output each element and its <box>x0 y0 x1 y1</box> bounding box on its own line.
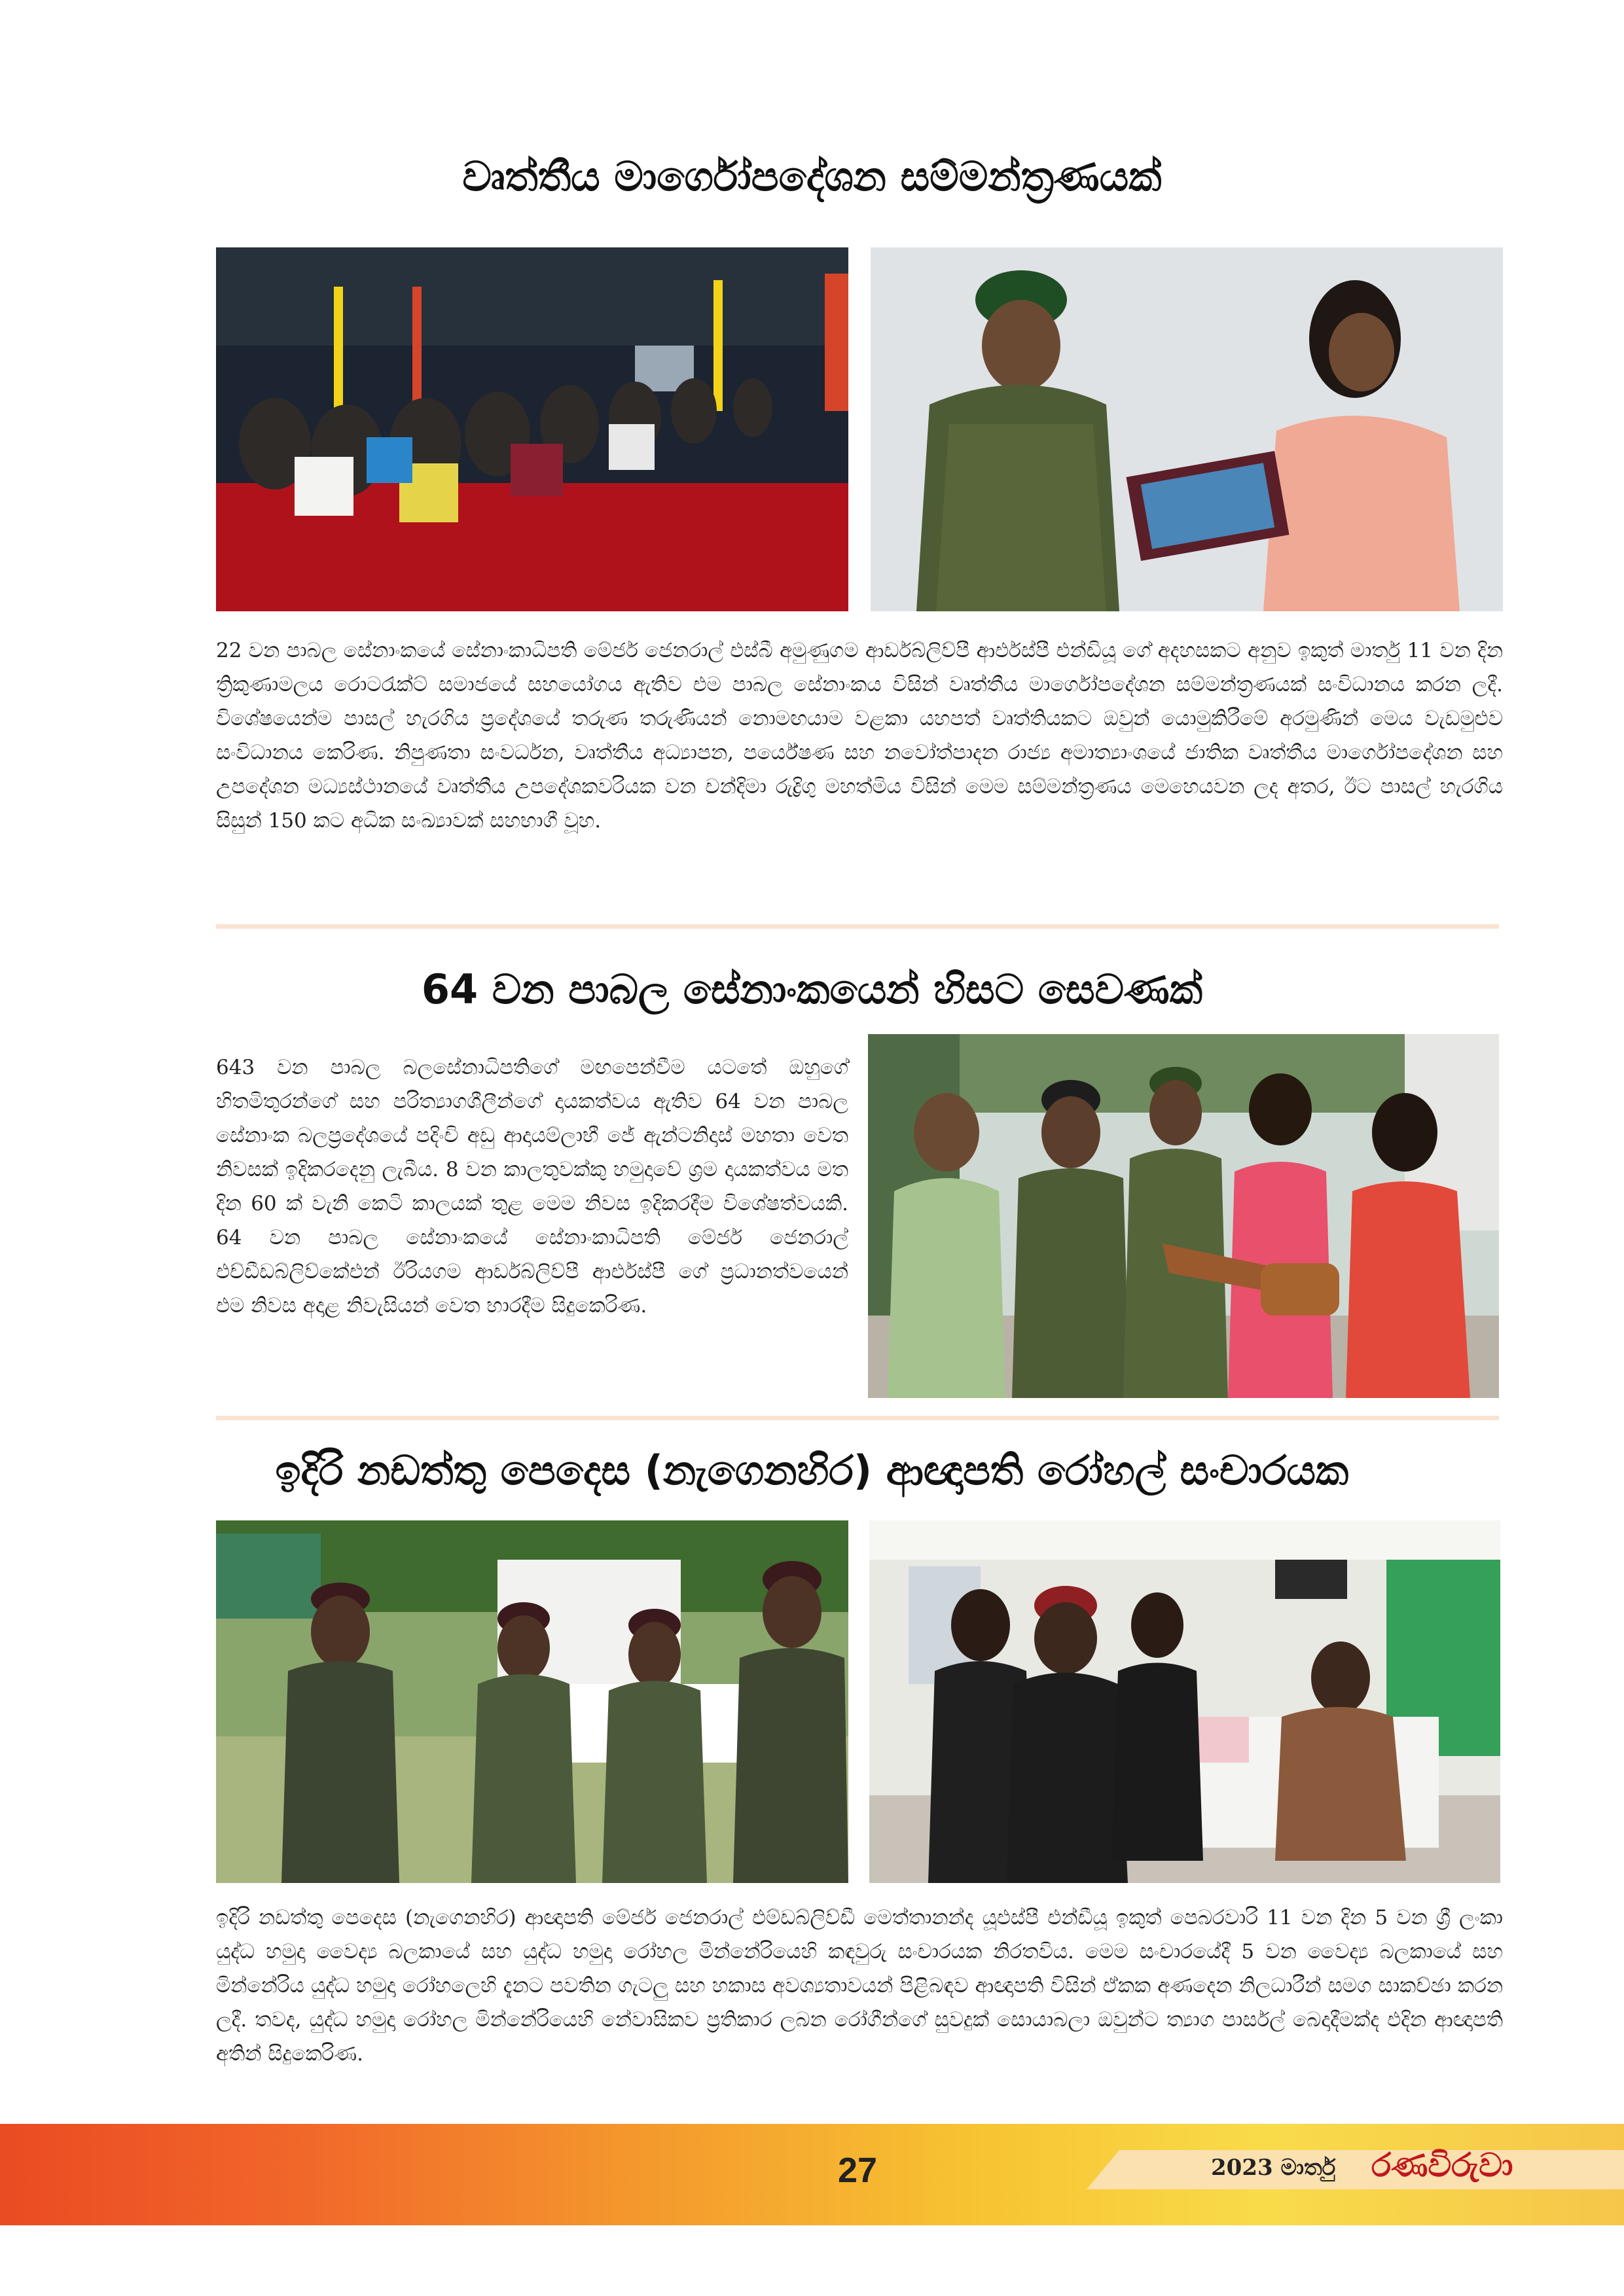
section-divider-2 <box>216 1416 1499 1420</box>
officers-greeting-photo <box>216 1520 848 1883</box>
magazine-logo: රණවිරුවා <box>1371 2146 1513 2184</box>
presentation-photo <box>871 247 1503 611</box>
house-handover-photo <box>868 1034 1499 1398</box>
issue-date: 2023 මාර්තු <box>1211 2155 1336 2181</box>
article-3-title: ඉදිරි නඩත්තු පෙදෙස (නැගෙනහිර) ආඥාපති රෝහල් සංචාරයක <box>275 1446 1349 1494</box>
article-3-body: ඉදිරි නඩත්තු පෙදෙස (නැගෙනහිර) ආඥාපති මේජර් ජෙනරාල් එම්ඩබ්ලිව්ඩී මෙත්තානන්ද යූඑස්පී එන්ඩීයූ ඉකුත් පෙබරවාරි 11 වන දින 5 වන ශ්‍රී ලංකා යුද්ධ හමුදා වෛද්‍ය බලකායේ සහ යුද්ධ හමුදා රෝහල මින්නේරියෙහි කඳවුරු සංචාරයක නිරතවිය. මෙම සංචාරයේදී 5 වන වෛද්‍ය බලකායේ සහ මින්නේරිය යුද්ධ හමුදා රෝහලෙහි දැනට පවතින ගැටලු සහ හකාස අවශ්‍යතාවයන් පිළිබඳව ආඥාපති විසින් ඒකක අණදෙන නිලධාරීන් සමග සාකච්ඡා කරන ලදී. තවද, යුද්ධ හමුදා රෝහල මින්නේරියෙහි නේවාසිකව ප්‍රතිකාර ලබන රෝගීන්ගේ සුවදුක් සොයාබලා ඔවුන්ට ත්‍යාග පාර්සල් බෙදාදීමක්ද එදින ආඥාපති අතින් සිදුකෙරිණ. <box>216 1906 1503 2066</box>
page-footer <box>0 2124 1624 2225</box>
article-1-title: වෘත්තීය මාර්ගෝපදේශන සම්මන්ත්‍රණයක් <box>462 152 1162 200</box>
page-number: 27 <box>837 2151 878 2190</box>
article-2-body: 643 වන පාබල බලසේනාධිපතිගේ මඟපෙන්වීම යටතේ ඔහුගේ හිතමිතුරන්ගේ සහ පරිත්‍යාගශීලීන්ගේ දායකත්වය ඇතිව 64 වන පාබල සේනාංක බලප්‍රදේශයේ පදිංචි අඩු ආදායම්ලාභී ජේ ඇන්ටනිදාස් මහතා වෙත නිවසක් ඉදිකරදෙනු ලැබීය. 8 වන කාලතුවක්කු හමුදාවේ ශ්‍රම දායකත්වය මත දින 60 ක් වැනි කෙටි කාලයක් තුළ මෙම නිවස ඉදිකරදීම විශේෂත්වයකි. 64 වන පාබල සේනාංකයේ සේනාංකාධිපති මේජර් ජෙනරාල් එච්ඩීඩබ්ලිව්කේඑන් ඊරියගම ආර්ඩබ්ලිව්පී ආර්එස්පී ගේ ප්‍රධානත්වයෙන් එම නිවස අදාළ නිවැසියන් වෙත භාරදීම සිදුකෙරිණ. <box>216 1056 848 1318</box>
seminar-audience-photo <box>216 247 848 611</box>
hospital-visit-photo <box>869 1520 1500 1883</box>
article-2-title: 64 වන පාබල සේනාංකයෙන් හිසට සෙවණක් <box>421 965 1203 1013</box>
article-1-body: 22 වන පාබල සේනාංකයේ සේනාංකාධිපති මේජර් ජෙනරාල් එස්බී අමුණුගම ආර්ඩබ්ලිව්පී ආර්එස්පී එන්ඩියූ ගේ අදහසකට අනුව ඉකුත් මාර්තු 11 වන දින ත්‍රිකුණාමලය රොටරැක්ට් සමාජයේ සහයෝගය ඇතිව එම පාබල සේනාංකය විසින් වෘත්තීය මාර්ගෝපදේශන සම්මන්ත්‍රණයක් සංවිධානය කරන ලදී. විශේෂයෙන්ම පාසල් හැරගිය ප්‍රදේශයේ තරුණ තරුණියන් නොමඟයාම වළකා යහපත් වෘත්තියකට ඔවුන් යොමුකිරීමේ අරමුණින් මෙය වැඩමුළුව සංවිධානය කෙරිණ. නිපුණතා සංවර්ධන, වෘත්තීය අධ්‍යාපන, පර්යේෂණ සහ නවෝත්පාදන රාජ්‍ය අමාත්‍යාංශයේ ජාතික වෘත්තීය මාර්ගෝපදේශන සහ උපදේශන මධ්‍යස්ථානයේ වෘත්තීය උපදේශකවරියක වන චන්දිමා රුද්‍රිගු මහත්මිය විසින් මෙම සම්මන්ත්‍රණය මෙහෙයවන ලද අතර, ඊට පාසල් හැරගිය සිසුන් 150 කට අධික සංඛ්‍යාවක් සහභාගී වූහ. <box>216 639 1503 833</box>
section-divider-1 <box>216 924 1499 929</box>
footer-issue-tab <box>1087 2150 1624 2189</box>
